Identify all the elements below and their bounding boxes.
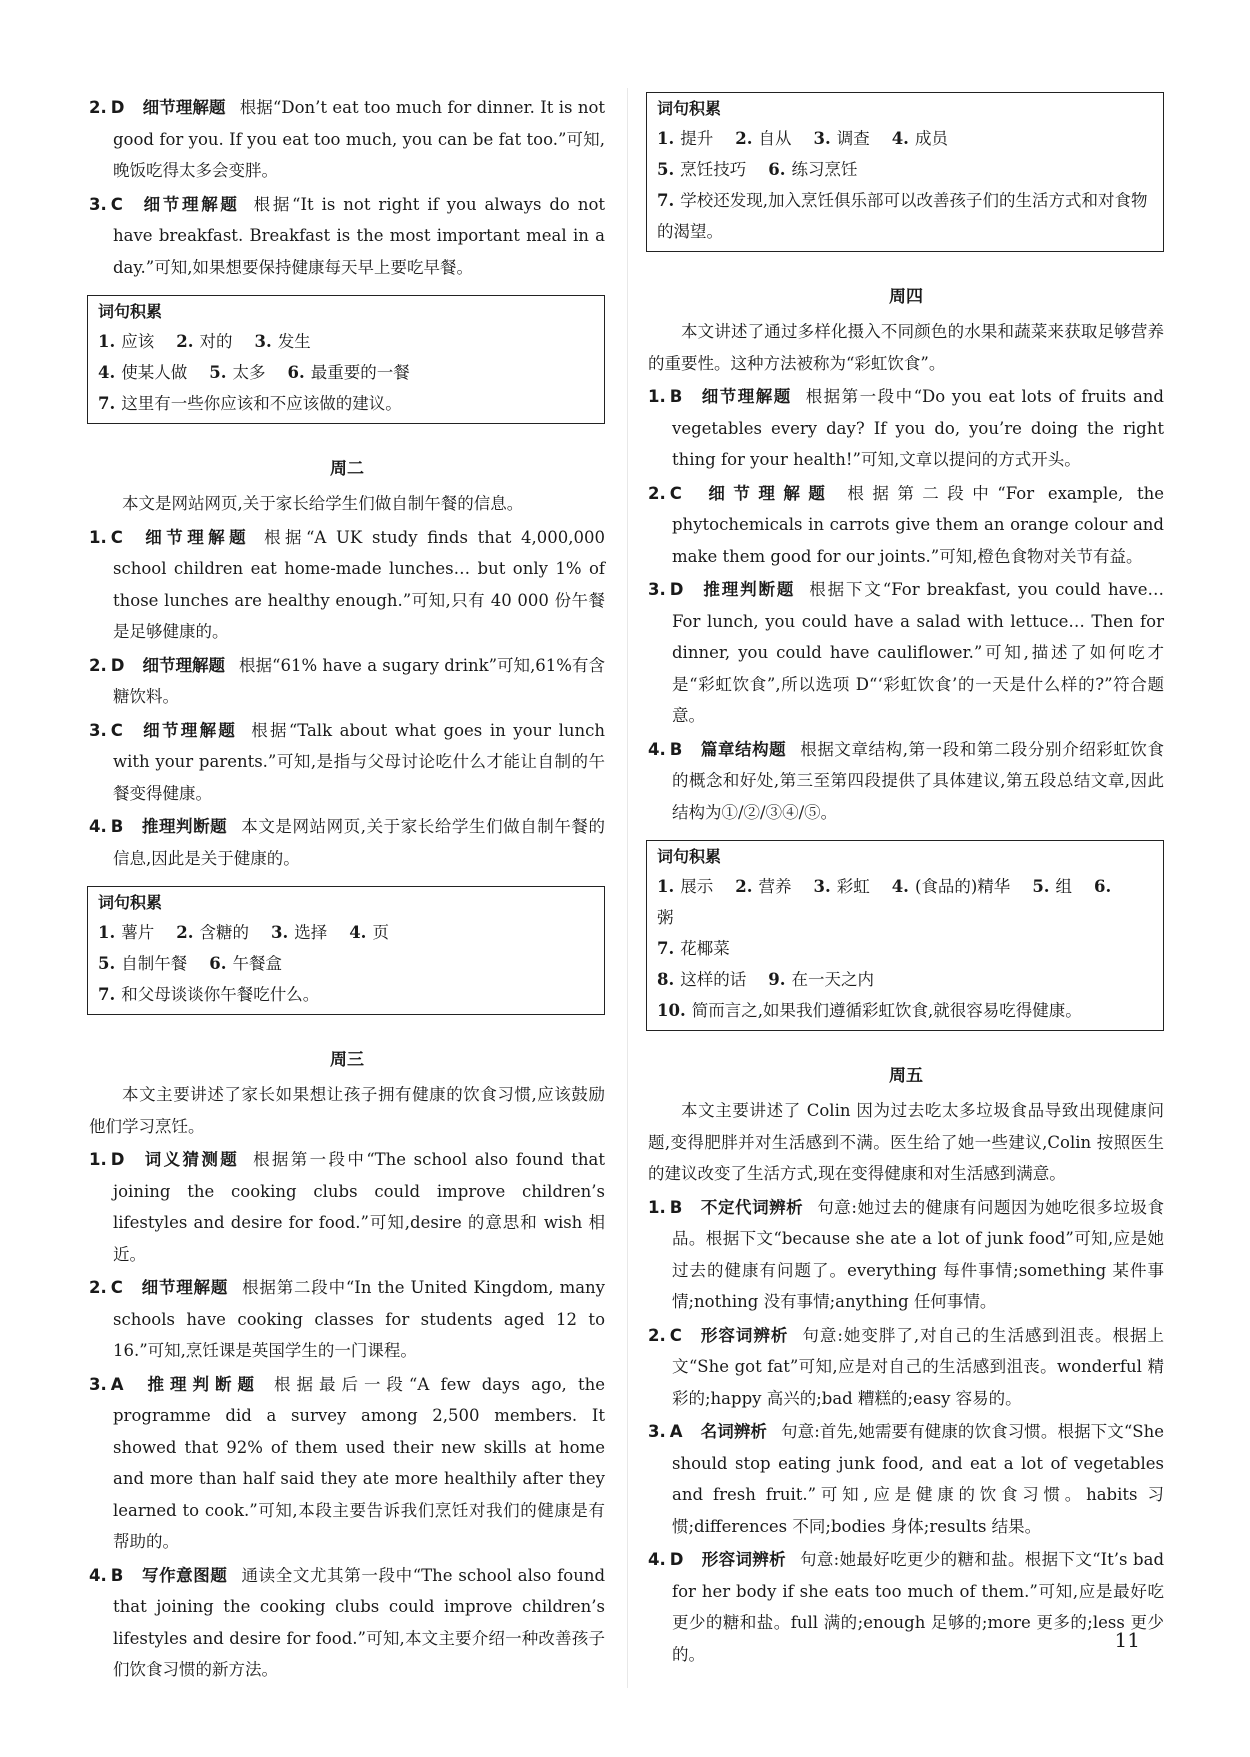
vocab-text: 在一天之内 xyxy=(791,970,874,989)
answer-letter: C xyxy=(110,527,123,547)
vocab-entry xyxy=(892,129,948,148)
vocab-number: 3. xyxy=(254,332,272,351)
question-type: 细节理解题 xyxy=(140,1278,229,1297)
answer-letter: D xyxy=(669,580,684,599)
page-number: 11 xyxy=(1114,1628,1140,1652)
vocab-entry xyxy=(209,363,265,382)
vocab-box xyxy=(87,295,605,424)
explanation-text: 根据文章结构,第一段和第二段分别介绍彩虹饮食的概念和好处,第三至第四段提供了具体建议,第五段总结文章,因此结构为①/②/③④/⑤。 xyxy=(672,739,1165,822)
vocab-entry xyxy=(349,923,389,942)
question-item xyxy=(648,1416,1164,1542)
answer-letter: D xyxy=(110,98,125,117)
vocab-entry xyxy=(813,877,869,896)
vocab-text: 页 xyxy=(372,923,389,942)
vocab-line xyxy=(98,948,594,979)
question-item xyxy=(89,1272,605,1367)
vocab-text: 学校还发现,加入烹饪俱乐部可以改善孩子们的生活方式和对食物的渴望。 xyxy=(657,191,1148,241)
vocab-text: 最重要的一餐 xyxy=(310,363,410,382)
vocab-number: 2. xyxy=(176,923,194,942)
right-column xyxy=(648,92,1164,1672)
vocab-line xyxy=(657,995,1153,1026)
answer-letter: A xyxy=(110,1374,124,1394)
question-type: 词义猜测题 xyxy=(142,1150,240,1169)
question-number: 1. xyxy=(89,527,107,547)
vocab-box-title: 词句积累 xyxy=(657,847,722,866)
vocab-text: 粥 xyxy=(657,908,674,927)
vocab-entry xyxy=(768,970,874,989)
explanation-text: 句意:她变胖了,对自己的生活感到沮丧。根据上文“She got fat”可知,应是对自己的生活感到沮丧。wonderful 精彩的;happy 高兴的;bad 糟糕的;easy 容易的。 xyxy=(672,1325,1164,1408)
question-item xyxy=(89,1560,605,1686)
vocab-text: 应该 xyxy=(121,332,155,351)
question-item xyxy=(89,92,605,187)
section-title: 周五 xyxy=(889,1066,923,1086)
question-type: 形容词辨析 xyxy=(701,1550,786,1569)
explanation-text: 根据“A UK study finds that 4,000,000 school children eat home-made lunches… but only 1% of those lunches are healthy enough.”可知,只有 40 000 份午餐是足够健康的。 xyxy=(113,527,606,641)
section-title: 周三 xyxy=(330,1050,364,1070)
vocab-text: 和父母谈谈你午餐吃什么。 xyxy=(121,985,320,1004)
question-type: 推理判断题 xyxy=(141,817,228,836)
question-type: 推理判断题 xyxy=(701,580,796,599)
question-item xyxy=(89,1369,605,1558)
answer-letter: C xyxy=(110,194,123,214)
vocab-line xyxy=(657,185,1153,247)
question-type: 写作意图题 xyxy=(141,1565,228,1585)
explanation-text: 句意:她最好吃更少的糖和盐。根据下文“It’s bad for her body if she eats too much of them.”可知,应是最好吃更少的糖和盐。full 满的;enough 足够的;more 更多的;less 更少的。 xyxy=(672,1550,1165,1664)
question-number: 2. xyxy=(89,655,107,675)
question-number: 4. xyxy=(648,739,666,759)
answer-letter: D xyxy=(110,1150,125,1169)
vocab-text: 自制午餐 xyxy=(121,954,188,973)
answer-letter: A xyxy=(669,1422,683,1441)
question-type: 细节理解题 xyxy=(700,387,792,406)
question-item xyxy=(89,1144,605,1270)
vocab-entry xyxy=(1032,877,1072,896)
explanation-text: 根据“Don’t eat too much for dinner. It is not good for you. If you eat too much, you can be fat too.”可知,晚饭吃得太多会变胖。 xyxy=(113,98,606,180)
question-item xyxy=(89,522,605,648)
vocab-number: 4. xyxy=(98,363,116,382)
question-number: 3. xyxy=(89,1374,107,1394)
vocab-number: 7. xyxy=(657,191,675,210)
vocab-entry xyxy=(813,129,869,148)
vocab-text: 练习烹饪 xyxy=(791,160,858,179)
vocab-number: 7. xyxy=(98,394,116,413)
question-number: 4. xyxy=(89,817,107,836)
vocab-number: 3. xyxy=(270,923,289,942)
section-title: 周四 xyxy=(889,287,923,307)
answer-letter: C xyxy=(669,483,682,503)
explanation-text: 根据第二段中“For example, the phytochemicals in carrots give them an orange colour and make them good for our joints.”可知,橙色食物对关节有益。 xyxy=(672,483,1165,566)
vocab-number: 2. xyxy=(735,129,753,148)
question-number: 3. xyxy=(648,580,666,599)
question-number: 1. xyxy=(89,1150,107,1169)
explanation-text: 根据第二段中“In the United Kingdom, many schools have cooking classes for students aged 12 to 16.”可知,烹饪课是英国学生的一门课程。 xyxy=(113,1278,606,1360)
vocab-text: 使某人做 xyxy=(121,363,188,382)
question-number: 1. xyxy=(648,387,666,406)
question-type: 名词辨析 xyxy=(700,1422,767,1441)
question-item xyxy=(89,715,605,810)
vocab-line xyxy=(657,964,1153,995)
vocab-entry xyxy=(892,877,1011,896)
vocab-entry xyxy=(657,939,730,958)
vocab-text: 展示 xyxy=(680,877,714,896)
vocab-entry xyxy=(768,160,857,179)
vocab-text: 简而言之,如果我们遵循彩虹饮食,就很容易吃得健康。 xyxy=(691,1001,1082,1020)
vocab-entry xyxy=(98,923,154,942)
question-type: 细节理解题 xyxy=(140,720,238,740)
question-item xyxy=(648,478,1164,573)
left-column xyxy=(89,92,605,1688)
vocab-text: 发生 xyxy=(277,332,311,351)
vocab-number: 7. xyxy=(657,939,675,958)
question-number: 1. xyxy=(648,1197,666,1217)
question-number: 2. xyxy=(648,483,666,503)
question-item xyxy=(648,1544,1164,1670)
vocab-text: 花椰菜 xyxy=(680,939,730,958)
question-number: 3. xyxy=(89,194,107,214)
vocab-line xyxy=(657,154,1153,185)
vocab-text: 组 xyxy=(1055,877,1073,896)
vocab-number: 6. xyxy=(768,160,786,179)
question-item xyxy=(648,1192,1164,1318)
vocab-text: 彩虹 xyxy=(836,877,870,896)
question-type: 细节理解题 xyxy=(140,194,240,214)
vocab-text: 对的 xyxy=(199,332,233,351)
explanation-text: 根据第一段中“Do you eat lots of fruits and vegetables every day? If you do, you’re doing the right thing for your health!”可知,文章以提问的方式开头。 xyxy=(672,387,1164,469)
question-number: 4. xyxy=(89,1565,107,1585)
vocab-line xyxy=(657,871,1153,933)
vocab-entry xyxy=(657,1001,1082,1020)
vocab-entry xyxy=(176,332,232,351)
question-type: 细节理解题 xyxy=(699,483,834,503)
question-type: 细节理解题 xyxy=(142,98,226,117)
question-item xyxy=(89,650,605,713)
answer-letter: C xyxy=(110,1278,123,1297)
section-intro: 本文是网站网页,关于家长给学生们做自制午餐的信息。 xyxy=(122,494,524,513)
vocab-line xyxy=(657,933,1153,964)
vocab-number: 5. xyxy=(657,160,675,179)
question-number: 3. xyxy=(648,1422,666,1441)
vocab-number: 1. xyxy=(657,877,675,896)
explanation-text: 根据“It is not right if you always do not have breakfast. Breakfast is the most important meal in a day.”可知,如果想要保持健康每天早上要吃早餐。 xyxy=(113,194,606,277)
vocab-number: 7. xyxy=(98,985,116,1004)
vocab-line xyxy=(657,123,1153,154)
vocab-text: 含糖的 xyxy=(199,923,249,942)
vocab-number: 5. xyxy=(209,363,227,382)
vocab-text: 这里有一些你应该和不应该做的建议。 xyxy=(121,394,402,413)
section-title: 周二 xyxy=(330,459,364,479)
question-type: 篇章结构题 xyxy=(700,739,787,759)
vocab-entry xyxy=(98,394,402,413)
answer-letter: C xyxy=(110,720,123,740)
vocab-number: 2. xyxy=(176,332,194,351)
column-divider xyxy=(627,88,628,1688)
answer-letter: D xyxy=(110,655,125,675)
vocab-number: 6. xyxy=(209,954,227,973)
explanation-text: 句意:她过去的健康有问题因为她吃很多垃圾食品。根据下文“because she ate a lot of junk food”可知,应是她过去的健康有问题了。everything 每件事情;something 某件事情;nothing 没有事情;anything 任何事情。 xyxy=(672,1197,1165,1311)
explanation-text: 根据下文“For breakfast, you could have… For lunch, you could have a salad with lettuce… Then for dinner, you could have cauliflower.”可知,描述了如何吃才是“彩虹饮食”,所以选项 D“‘彩虹饮食’的一天是什么样的?”符合题意。 xyxy=(672,580,1164,725)
vocab-number: 4. xyxy=(891,129,909,148)
explanation-text: 通读全文尤其第一段中“The school also found that joining the cooking clubs could improve children’s lifestyles and desire for food.”可知,本文主要介绍一种改善孩子们饮食习惯的新方法。 xyxy=(113,1565,606,1679)
vocab-box-title: 词句积累 xyxy=(98,302,163,321)
vocab-number: 8. xyxy=(657,970,675,989)
vocab-entry xyxy=(735,129,791,148)
vocab-number: 10. xyxy=(657,1001,686,1020)
vocab-number: 1. xyxy=(98,332,116,351)
answer-letter: C xyxy=(669,1325,682,1345)
question-item xyxy=(648,574,1164,732)
section-intro: 本文主要讲述了 Colin 因为过去吃太多垃圾食品导致出现健康问题,变得肥胖并对生活感到不满。医生给了她一些建议,Colin 按照医生的建议改变了生活方式,现在变得健康和对生活感到满意。 xyxy=(648,1101,1164,1183)
answer-letter: B xyxy=(110,817,124,836)
vocab-entry xyxy=(98,332,154,351)
vocab-text: 提升 xyxy=(680,129,714,148)
vocab-text: 自从 xyxy=(758,129,792,148)
vocab-number: 3. xyxy=(813,129,831,148)
question-type: 形容词辨析 xyxy=(699,1325,789,1345)
vocab-line xyxy=(98,388,594,419)
vocab-entry xyxy=(657,970,746,989)
explanation-text: 根据第一段中“The school also found that joining the cooking clubs could improve children’s lifestyles and desire for food.”可知,desire 的意思和 wish 相近。 xyxy=(113,1150,606,1264)
vocab-number: 6. xyxy=(287,363,305,382)
vocab-entry xyxy=(735,877,791,896)
vocab-entry xyxy=(271,923,327,942)
question-number: 2. xyxy=(89,1278,107,1297)
vocab-line xyxy=(98,917,594,948)
vocab-number: 1. xyxy=(98,923,116,942)
section-intro: 本文讲述了通过多样化摄入不同颜色的水果和蔬菜来获取足够营养的重要性。这种方法被称为“彩虹饮食”。 xyxy=(648,322,1164,373)
answer-letter: B xyxy=(669,387,683,406)
vocab-entry xyxy=(657,129,713,148)
section-intro: 本文主要讲述了家长如果想让孩子拥有健康的饮食习惯,应该鼓励他们学习烹饪。 xyxy=(89,1085,605,1136)
question-item xyxy=(648,1320,1164,1415)
vocab-entry xyxy=(98,954,187,973)
vocab-text: 薯片 xyxy=(121,923,155,942)
answer-letter: B xyxy=(110,1565,124,1585)
vocab-box xyxy=(646,92,1164,252)
question-number: 3. xyxy=(89,720,107,740)
question-type: 不定代词辨析 xyxy=(700,1197,804,1217)
question-number: 2. xyxy=(648,1325,666,1345)
vocab-text: 成员 xyxy=(914,129,948,148)
vocab-number: 2. xyxy=(735,877,753,896)
vocab-entry xyxy=(98,363,187,382)
vocab-entry xyxy=(98,985,319,1004)
question-number: 2. xyxy=(89,98,107,117)
vocab-box xyxy=(646,840,1164,1031)
vocab-box-title: 词句积累 xyxy=(657,99,722,118)
vocab-text: 营养 xyxy=(758,877,792,896)
vocab-box-title: 词句积累 xyxy=(98,893,163,912)
vocab-number: 3. xyxy=(813,877,831,896)
explanation-text: 根据“61% have a sugary drink”可知,61%有含糖饮料。 xyxy=(113,655,606,706)
vocab-text: 调查 xyxy=(836,129,870,148)
vocab-line xyxy=(98,326,594,357)
vocab-box xyxy=(87,886,605,1015)
vocab-number: 4. xyxy=(349,923,367,942)
vocab-number: 5. xyxy=(98,954,116,973)
vocab-text: (食品的)精华 xyxy=(914,877,1011,896)
vocab-text: 午餐盒 xyxy=(232,954,282,973)
explanation-text: 根据最后一段“A few days ago, the programme did a survey among 2,500 members. It showed that 92% of them used their new skills at home and more than half said they ate more healthily after they learned to cook.”可知,本段主要告诉我们烹饪对我们的健康是有帮助的。 xyxy=(113,1374,606,1551)
vocab-text: 太多 xyxy=(232,363,266,382)
vocab-entry xyxy=(254,332,310,351)
vocab-number: 4. xyxy=(891,877,909,896)
vocab-number: 9. xyxy=(768,970,786,989)
vocab-entry xyxy=(209,954,282,973)
vocab-entry xyxy=(657,160,746,179)
vocab-number: 5. xyxy=(1032,877,1050,896)
question-item xyxy=(648,734,1164,829)
question-type: 细节理解题 xyxy=(140,527,251,547)
question-number: 4. xyxy=(648,1550,666,1569)
vocab-entry xyxy=(657,877,713,896)
vocab-number: 1. xyxy=(657,129,675,148)
answer-letter: D xyxy=(669,1550,684,1569)
question-item xyxy=(89,811,605,874)
vocab-entry xyxy=(287,363,409,382)
question-item xyxy=(89,189,605,284)
question-item xyxy=(648,381,1164,476)
question-type: 推理判断题 xyxy=(141,1374,260,1394)
answer-letter: B xyxy=(669,1197,683,1217)
vocab-line xyxy=(98,357,594,388)
explanation-text: 本文是网站网页,关于家长给学生们做自制午餐的信息,因此是关于健康的。 xyxy=(113,817,606,868)
question-type: 细节理解题 xyxy=(142,655,226,675)
explanation-text: 句意:首先,她需要有健康的饮食习惯。根据下文“She should stop eating junk food, and eat a lot of vegetables and fresh fruit.”可知,应是健康的饮食习惯。habits 习惯;differences 不同;bodies 身体;results 结果。 xyxy=(672,1422,1164,1536)
explanation-text: 根据“Talk about what goes in your lunch with your parents.”可知,是指与父母讨论吃什么才能让自制的午餐变得健康。 xyxy=(113,720,605,803)
vocab-text: 烹饪技巧 xyxy=(680,160,747,179)
vocab-entry xyxy=(657,191,1147,241)
vocab-number: 6. xyxy=(1094,877,1112,896)
vocab-entry xyxy=(176,923,249,942)
answer-letter: B xyxy=(669,739,683,759)
vocab-line xyxy=(98,979,594,1010)
vocab-text: 这样的话 xyxy=(680,970,747,989)
vocab-text: 选择 xyxy=(294,923,328,942)
